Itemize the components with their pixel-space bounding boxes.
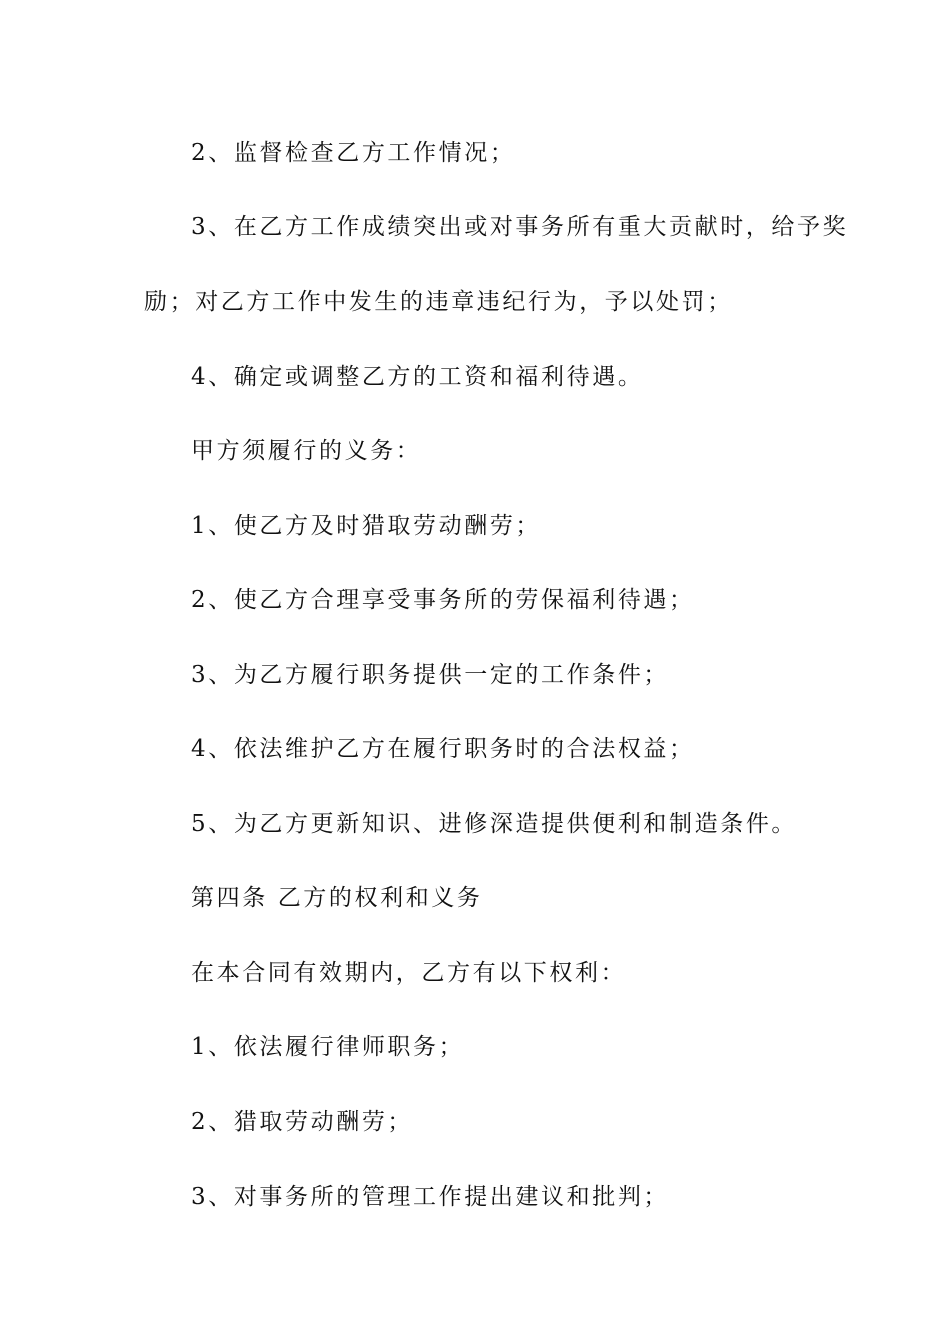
right-item-3: 3、对事务所的管理工作提出建议和批判； (191, 1184, 670, 1210)
obligation-item-1: 1、使乙方及时猎取劳动酬劳； (191, 513, 542, 539)
obligation-item-4: 4、依法维护乙方在履行职务时的合法权益； (191, 736, 695, 762)
article-4-heading: 第四条 乙方的权利和义务 (191, 885, 483, 911)
obligation-item-2: 2、使乙方合理享受事务所的劳保福利待遇； (191, 587, 695, 613)
clause-item-3-continuation: 励；对乙方工作中发生的违章违纪行为，予以处罚； (144, 289, 733, 315)
obligation-item-5: 5、为乙方更新知识、进修深造提供便利和制造条件。 (191, 811, 798, 837)
right-item-1: 1、依法履行律师职务； (191, 1034, 465, 1060)
clause-item-4-salary: 4、确定或调整乙方的工资和福利待遇。 (191, 364, 644, 390)
clause-item-2-supervise: 2、监督检查乙方工作情况； (191, 140, 516, 166)
party-a-obligations-heading: 甲方须履行的义务： (191, 438, 422, 464)
clause-item-3-reward: 3、在乙方工作成绩突出或对事务所有重大贡献时，给予奖 (191, 214, 849, 240)
right-item-2: 2、猎取劳动酬劳； (191, 1109, 414, 1135)
obligation-item-3: 3、为乙方履行职务提供一定的工作条件； (191, 662, 670, 688)
party-b-rights-intro: 在本合同有效期内，乙方有以下权利： (191, 960, 627, 986)
